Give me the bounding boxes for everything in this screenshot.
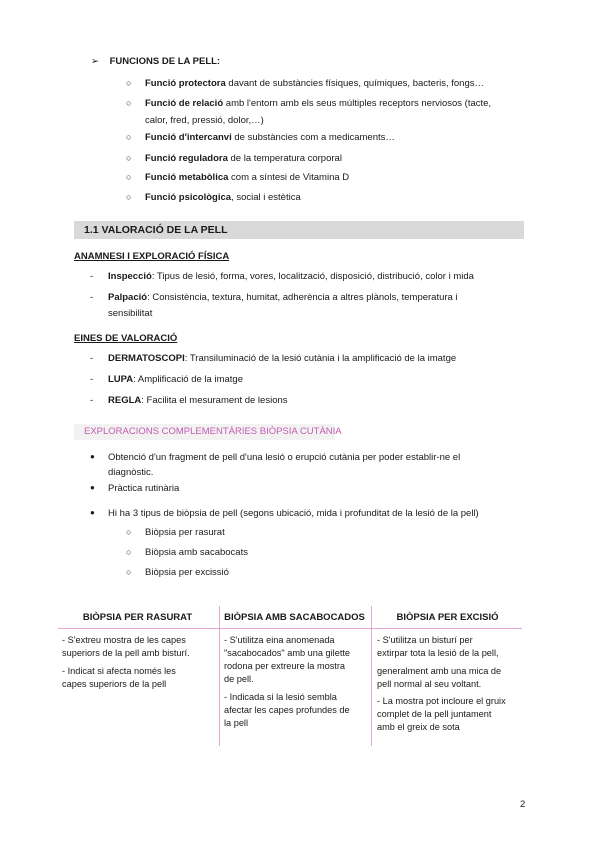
dot-bullet-icon: ● bbox=[90, 508, 95, 517]
funcio-name: Funció de relació bbox=[145, 98, 224, 109]
table-cell-line: - S'utilitza eina anomenada bbox=[224, 635, 335, 645]
circle-bullet-icon: ○ bbox=[126, 567, 132, 577]
funcio-name: Funció protectora bbox=[145, 78, 226, 89]
table-header: BIÒPSIA PER EXCISIÓ bbox=[396, 612, 499, 623]
exploracio-line: Pràctica rutinària bbox=[108, 483, 180, 494]
table-cell-line: de pell. bbox=[224, 674, 254, 684]
table-cell-line: - S'extreu mostra de les capes bbox=[62, 635, 186, 645]
eines-title: EINES DE VALORACIÓ bbox=[74, 333, 178, 344]
anamnesi-title: ANAMNESI I EXPLORACIÓ FÍSICA bbox=[74, 251, 230, 262]
exploracio-line: Obtenció d'un fragment de pell d'una lesió o erupció cutània per poder establir-ne el bbox=[108, 452, 461, 463]
exploracio-line-cont: diagnòstic. bbox=[108, 467, 154, 478]
table-cell-line: amb el greix de sota bbox=[377, 722, 460, 732]
exploracio-line: Hi ha 3 tipus de biòpsia de pell (segons ubicació, mida i profunditat de la lesió de la pell) bbox=[108, 508, 479, 519]
anamnesi-desc-cont: sensibilitat bbox=[108, 308, 153, 319]
funcions-title: FUNCIONS DE LA PELL: bbox=[109, 56, 221, 67]
funcio-item bbox=[145, 153, 342, 164]
dash-bullet-icon: - bbox=[90, 374, 94, 385]
circle-bullet-icon: ○ bbox=[126, 78, 132, 88]
circle-bullet-icon: ○ bbox=[126, 153, 132, 163]
table-cell-line: complet de la pell juntament bbox=[377, 709, 492, 719]
table-cell-line: - Indicada si la lesió sembla bbox=[224, 692, 337, 702]
biopsia-type: Biòpsia per excissió bbox=[145, 567, 229, 578]
table-cell-line: afectar les capes profundes de bbox=[224, 705, 350, 715]
funcio-desc: com a síntesi de Vitamina D bbox=[228, 172, 350, 183]
table-divider bbox=[219, 606, 220, 746]
circle-bullet-icon: ○ bbox=[126, 172, 132, 182]
funcio-name: Funció metabòlica bbox=[145, 172, 229, 183]
table-cell-line: generalment amb una mica de bbox=[377, 666, 502, 676]
table-cell-line: capes superiors de la pell bbox=[62, 679, 167, 689]
anamnesi-item bbox=[108, 292, 458, 303]
anamnesi-label: Palpació bbox=[108, 292, 148, 303]
funcio-desc: davant de substàncies físiques, químiques, bacteris, fongs… bbox=[225, 78, 484, 89]
table-cell-line: - La mostra pot incloure el gruix bbox=[377, 696, 506, 706]
funcio-name: Funció reguladora bbox=[145, 153, 228, 164]
eines-label: LUPA bbox=[108, 374, 134, 385]
funcio-item bbox=[145, 192, 301, 203]
eines-label: DERMATOSCOPI bbox=[108, 353, 185, 364]
eines-desc: : Amplificació de la imatge bbox=[133, 374, 243, 385]
dot-bullet-icon: ● bbox=[90, 452, 95, 461]
funcio-desc: amb l'entorn amb els seus múltiples receptors nerviosos (tacte, bbox=[223, 98, 492, 109]
funcio-desc: de la temperatura corporal bbox=[227, 153, 342, 164]
arrow-icon: ➢ bbox=[91, 56, 99, 67]
table-cell-line: pell normal al seu voltant. bbox=[377, 679, 482, 689]
eines-item bbox=[108, 353, 456, 364]
eines-desc: : Facilita el mesurament de lesions bbox=[141, 395, 288, 406]
circle-bullet-icon: ○ bbox=[126, 527, 132, 537]
funcio-item bbox=[145, 172, 349, 183]
dash-bullet-icon: - bbox=[90, 271, 94, 282]
table-header-line bbox=[58, 628, 522, 629]
funcions-header bbox=[91, 56, 220, 67]
table-cell-line: la pell bbox=[224, 718, 249, 728]
table-cell-line: - Indicat si afecta només les bbox=[62, 666, 176, 676]
biopsia-type: Biòpsia amb sacabocats bbox=[145, 547, 248, 558]
funcio-name: Funció d'intercanvi bbox=[145, 132, 232, 143]
page-number: 2 bbox=[520, 799, 526, 810]
exploracions-title: EXPLORACIONS COMPLEMENTÀRIES BIÒPSIA CUTÀNIA bbox=[84, 426, 342, 437]
circle-bullet-icon: ○ bbox=[126, 98, 132, 108]
anamnesi-desc: : Consistència, textura, humitat, adherència a altres plànols, temperatura i bbox=[147, 292, 458, 303]
dash-bullet-icon: - bbox=[90, 395, 94, 406]
anamnesi-label: Inspecció bbox=[108, 271, 152, 282]
circle-bullet-icon: ○ bbox=[126, 192, 132, 202]
funcio-name: Funció psicològica bbox=[145, 192, 232, 203]
funcio-desc: , social i estètica bbox=[231, 192, 301, 203]
dash-bullet-icon: - bbox=[90, 292, 94, 303]
funcio-item bbox=[145, 78, 484, 89]
table-cell-line: "sacabocados" amb una gilette bbox=[224, 648, 351, 658]
funcio-item bbox=[145, 98, 491, 109]
table-cell-line: - S'utilitza un bisturí per bbox=[377, 635, 473, 645]
dot-bullet-icon: ● bbox=[90, 483, 95, 492]
eines-item bbox=[108, 374, 243, 385]
eines-item bbox=[108, 395, 288, 406]
eines-label: REGLA bbox=[108, 395, 142, 406]
circle-bullet-icon: ○ bbox=[126, 132, 132, 142]
dash-bullet-icon: - bbox=[90, 353, 94, 364]
table-cell-line: superiors de la pell amb bisturí. bbox=[62, 648, 190, 658]
funcio-item bbox=[145, 132, 395, 143]
section-title: 1.1 VALORACIÓ DE LA PELL bbox=[84, 224, 228, 236]
funcio-desc-cont: calor, fred, pressió, dolor,…) bbox=[145, 115, 264, 126]
eines-desc: : Transiluminació de la lesió cutània i la amplificació de la imatge bbox=[184, 353, 457, 364]
table-divider bbox=[371, 606, 372, 746]
circle-bullet-icon: ○ bbox=[126, 547, 132, 557]
anamnesi-item bbox=[108, 271, 474, 282]
table-header: BIÒPSIA AMB SACABOCADOS bbox=[224, 612, 365, 623]
anamnesi-desc: : Tipus de lesió, forma, vores, localització, disposició, distribució, color i mida bbox=[151, 271, 474, 282]
biopsia-type: Biòpsia per rasurat bbox=[145, 527, 225, 538]
table-cell-line: extirpar tota la lesió de la pell, bbox=[377, 648, 499, 658]
funcio-desc: de substàncies com a medicaments… bbox=[231, 132, 395, 143]
table-header: BIÒPSIA PER RASURAT bbox=[82, 612, 193, 623]
table-cell-line: rodona per extreure la mostra bbox=[224, 661, 346, 671]
